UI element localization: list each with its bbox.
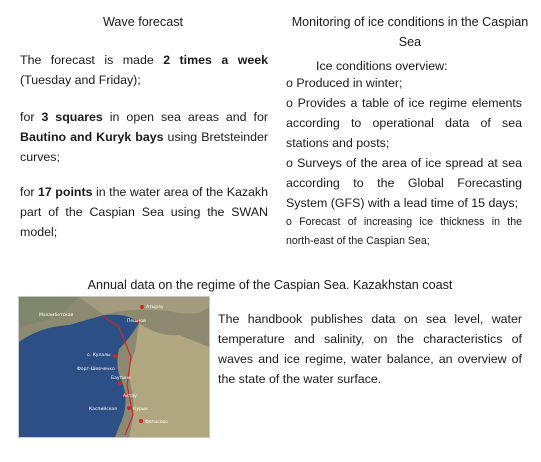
map-label: Форт-Шевченко (77, 367, 115, 372)
list-item: o Produced in winter; (286, 76, 403, 90)
wave-forecast-title: Wave forecast (102, 15, 184, 29)
list-item: o Forecast of increasing ice thickness in the north-east of the Caspian Sea; (286, 216, 522, 247)
map-label: Атырау (146, 305, 164, 310)
map-image (19, 297, 209, 437)
map-label: Каспийская (89, 407, 117, 412)
wave-forecast-squares (20, 107, 268, 167)
map-label: Фетисово (145, 420, 168, 425)
map-label: Актау (123, 394, 137, 399)
wave-forecast-points (20, 182, 268, 242)
list-item: o Surveys of the area of ice spread at sea according to the Global Forecasting System (GFS) with a lead time of 15 days; (286, 156, 522, 210)
wave-forecast-frequency (20, 50, 268, 90)
ice-overview-heading: Ice conditions overview: (316, 59, 448, 73)
bold-span: 17 points (38, 185, 93, 199)
ice-overview-list (286, 73, 522, 251)
map-label: Махамбетская (39, 313, 74, 318)
text-span: in the water area of the Kazakh part of the Caspian Sea using the SWAN model; (20, 185, 269, 239)
ice-monitoring-title: Monitoring of ice conditions in the Caspian Sea (291, 15, 529, 49)
map-label: о. Кулалы (87, 353, 111, 358)
text-span: in open sea areas and for (102, 110, 268, 124)
bold-span: 3 squares (41, 110, 103, 124)
caspian-coast-map (18, 296, 210, 438)
map-label: Курык (133, 407, 148, 412)
text-span: The forecast is made (20, 53, 164, 67)
text-span: for (20, 185, 38, 199)
map-label: Пешной (127, 319, 146, 324)
annual-data-title: Annual data on the regime of the Caspian Sea. Kazakhstan coast (87, 278, 453, 292)
bold-span: 2 times a week (163, 53, 269, 67)
text-span: for (20, 110, 42, 124)
list-item: o Provides a table of ice regime elements according to operational data of sea stations and posts; (286, 96, 522, 150)
map-label: Баутино (111, 376, 131, 381)
text-span: (Tuesday and Friday); (20, 73, 141, 87)
handbook-description: The handbook publishes data on sea level, water temperature and salinity, on the characteristics of waves and ice regime, water balance, an overview of the state of the water surface. (218, 312, 522, 386)
bold-span: Bautino and Kuryk bays (20, 130, 164, 144)
text-span: using Bretsteinder curves; (20, 130, 268, 164)
